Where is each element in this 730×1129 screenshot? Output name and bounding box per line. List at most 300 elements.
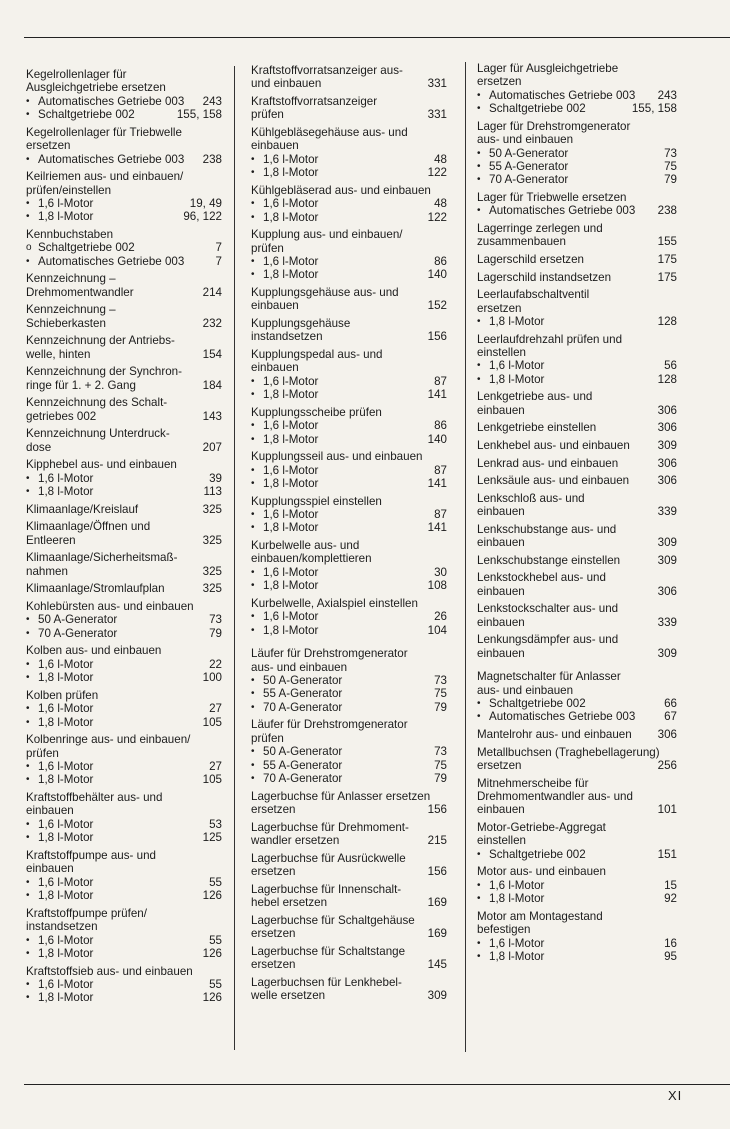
sub-entry-page-ref: 243 xyxy=(657,88,677,102)
sub-entry-text: 1,8 l-Motor xyxy=(489,315,545,329)
entry-heading-line xyxy=(26,534,222,547)
entry-page-ref: 207 xyxy=(202,440,222,454)
entry-page-ref: 325 xyxy=(202,564,222,578)
entry-heading-line xyxy=(251,927,447,940)
entry-heading-line: Ausgleichgetriebe ersetzen xyxy=(26,81,166,95)
sub-entry xyxy=(251,566,447,579)
sub-entry-page-ref: 48 xyxy=(434,152,447,166)
index-entry xyxy=(251,883,447,910)
sub-entry xyxy=(26,658,222,671)
index-entry xyxy=(26,849,222,903)
entry-heading-line: Läufer für Drehstromgenerator xyxy=(251,647,408,661)
bullet-icon: • xyxy=(251,211,255,223)
entry-page-ref: 309 xyxy=(657,439,677,453)
entry-page-ref: 169 xyxy=(427,926,447,940)
entry-heading-line: Kühlgebläserad aus- und einbauen xyxy=(251,183,431,197)
entry-heading-line: Kraftstoffvorratsanzeiger aus- xyxy=(251,64,403,77)
entry-heading-line: Kennzeichnung Unterdruck- xyxy=(26,427,170,441)
sub-entry-text: 1,8 l-Motor xyxy=(489,892,545,906)
sub-entry-text: 50 A-Generator xyxy=(263,745,343,759)
sub-entry-text: 1,6 l-Motor xyxy=(38,702,94,716)
bullet-icon: • xyxy=(477,161,481,173)
entry-page-ref: 325 xyxy=(202,582,222,596)
bullet-icon: • xyxy=(251,153,255,165)
sub-entry-page-ref: 96, 122 xyxy=(183,210,222,224)
entry-heading-line: ersetzen xyxy=(477,75,522,89)
sub-entry-text: 1,6 l-Motor xyxy=(38,977,94,991)
sub-entry-text: Schaltgetriebe 002 xyxy=(489,847,586,861)
sub-entry-text: 70 A-Generator xyxy=(263,771,343,785)
bullet-icon: • xyxy=(251,478,255,490)
entry-heading-line xyxy=(477,271,677,284)
sub-entry xyxy=(251,745,447,758)
sub-entry-page-ref: 141 xyxy=(427,521,447,535)
bullet-icon: • xyxy=(26,658,30,670)
sub-entry xyxy=(477,892,677,905)
entry-heading-line: aus- und einbauen xyxy=(477,133,574,147)
bullet-icon: o xyxy=(26,242,32,254)
sub-entry-text: 1,8 l-Motor xyxy=(489,372,545,386)
entry-heading-line xyxy=(26,286,222,299)
sub-entry-page-ref: 30 xyxy=(434,565,447,579)
sub-entry-text: 1,8 l-Motor xyxy=(263,388,319,402)
entry-heading-line xyxy=(26,565,222,578)
bullet-icon: • xyxy=(26,703,30,715)
sub-entry xyxy=(477,710,677,723)
index-entry xyxy=(26,303,222,330)
sub-entry-page-ref: 122 xyxy=(427,166,447,180)
sub-entry xyxy=(477,697,677,710)
sub-entry-text: 1,6 l-Motor xyxy=(489,878,545,892)
entry-heading-line xyxy=(251,299,447,312)
index-entry xyxy=(26,228,222,268)
sub-entry-text: Schaltgetriebe 002 xyxy=(489,102,586,116)
entry-page-ref: 306 xyxy=(657,584,677,598)
sub-entry-text: Automatisches Getriebe 003 xyxy=(489,710,636,724)
bullet-icon: • xyxy=(477,316,481,328)
sub-entry-text: 1,6 l-Motor xyxy=(489,936,545,950)
sub-entry-text: 1,6 l-Motor xyxy=(263,508,319,522)
entry-heading-line: Keilriemen aus- und einbauen/ xyxy=(26,170,184,184)
sub-entry-text: 1,8 l-Motor xyxy=(489,950,545,964)
entry-heading-line: Leerlaufabschaltventil xyxy=(477,288,590,302)
entry-heading-text: welle, hinten xyxy=(26,347,91,361)
sub-entry xyxy=(251,464,447,477)
sub-entry-text: Automatisches Getriebe 003 xyxy=(489,88,636,102)
sub-entry-text: 1,8 l-Motor xyxy=(38,991,94,1005)
entry-heading-line: Kurbelwelle aus- und xyxy=(251,539,360,553)
sub-entry-text: 1,8 l-Motor xyxy=(38,831,94,845)
sub-entry-page-ref: 75 xyxy=(434,687,447,701)
index-entry xyxy=(251,790,447,817)
sub-entry-text: 1,6 l-Motor xyxy=(263,565,319,579)
sub-entry-text: 1,8 l-Motor xyxy=(38,889,94,903)
index-entry xyxy=(26,965,222,1005)
sub-entry-text: 1,8 l-Motor xyxy=(263,521,319,535)
sub-entry xyxy=(251,687,447,700)
sub-entry-text: 1,6 l-Motor xyxy=(38,933,94,947)
entry-heading-line: Kühlgebläsegehäuse aus- und xyxy=(251,126,408,139)
sub-entry-page-ref: 56 xyxy=(664,359,677,373)
entry-heading-line: Kolbenringe aus- und einbauen/ xyxy=(26,733,191,747)
entry-heading-text: wandler ersetzen xyxy=(251,833,340,847)
bullet-icon: • xyxy=(26,472,30,484)
entry-page-ref: 215 xyxy=(427,833,447,847)
sub-entry-text: 1,6 l-Motor xyxy=(263,374,319,388)
index-entry xyxy=(26,907,222,961)
bullet-icon: • xyxy=(26,716,30,728)
entry-heading-line: Kupplungsseil aus- und einbauen xyxy=(251,450,423,464)
sub-entry-page-ref: 125 xyxy=(202,831,222,845)
entry-heading-line xyxy=(26,379,222,392)
entry-heading-line: Mitnehmerscheibe für xyxy=(477,776,589,790)
entry-heading-line: Lagerbuchse für Drehmoment- xyxy=(251,820,409,834)
entry-heading-line: aus- und einbauen xyxy=(477,683,574,697)
bullet-icon: • xyxy=(26,774,30,786)
entry-page-ref: 175 xyxy=(657,253,677,267)
sub-entry-text: 55 A-Generator xyxy=(489,160,569,174)
sub-entry-text: 70 A-Generator xyxy=(38,626,118,640)
index-entry xyxy=(251,539,447,593)
entry-page-ref: 156 xyxy=(427,802,447,816)
sub-entry-page-ref: 73 xyxy=(209,613,222,627)
entry-heading-line xyxy=(477,616,677,629)
sub-entry xyxy=(26,153,222,166)
entry-heading-text: Schieberkasten xyxy=(26,316,106,330)
index-entry xyxy=(251,597,447,637)
sub-entry xyxy=(26,472,222,485)
bullet-icon: • xyxy=(251,375,255,387)
sub-entry-page-ref: 238 xyxy=(657,204,677,218)
sub-entry-text: 1,6 l-Motor xyxy=(263,197,319,211)
entry-page-ref: 143 xyxy=(202,409,222,423)
bullet-icon: • xyxy=(477,893,481,905)
index-entry xyxy=(26,458,222,498)
sub-entry xyxy=(251,153,447,166)
sub-entry xyxy=(477,147,677,160)
bullet-icon: • xyxy=(26,109,30,121)
sub-entry-page-ref: 39 xyxy=(209,471,222,485)
entry-heading-line: Kurbelwelle, Axialspiel einstellen xyxy=(251,596,418,610)
sub-entry-text: Schaltgetriebe 002 xyxy=(489,697,586,711)
sub-entry xyxy=(251,759,447,772)
sub-entry-page-ref: 55 xyxy=(209,933,222,947)
index-entry xyxy=(477,777,677,817)
sub-entry xyxy=(477,204,677,217)
bullet-icon: • xyxy=(26,934,30,946)
entry-heading-text: ersetzen xyxy=(251,864,296,878)
bullet-icon: • xyxy=(26,876,30,888)
sub-entry xyxy=(26,197,222,210)
index-entry xyxy=(26,791,222,845)
sub-entry-page-ref: 79 xyxy=(434,700,447,714)
index-entry xyxy=(477,62,677,116)
bullet-icon: • xyxy=(26,832,30,844)
entry-heading-text: Lenkgetriebe einstellen xyxy=(477,421,597,435)
index-entry xyxy=(251,718,447,785)
index-entry xyxy=(251,821,447,848)
entry-page-ref: 306 xyxy=(657,456,677,470)
bullet-icon: • xyxy=(477,205,481,217)
entry-heading-text: Entleeren xyxy=(26,533,76,547)
sub-entry xyxy=(251,268,447,281)
entry-heading-line xyxy=(477,235,677,248)
sub-entry-page-ref: 126 xyxy=(202,889,222,903)
sub-entry xyxy=(26,627,222,640)
bullet-icon: • xyxy=(251,624,255,636)
entry-page-ref: 232 xyxy=(202,316,222,330)
entry-heading-line xyxy=(477,439,677,452)
sub-entry xyxy=(26,255,222,268)
sub-entry-page-ref: 105 xyxy=(202,773,222,787)
entry-heading-line xyxy=(477,728,677,741)
bullet-icon: • xyxy=(26,95,30,107)
index-entry xyxy=(477,457,677,470)
sub-entry-text: Schaltgetriebe 002 xyxy=(38,241,135,255)
entry-heading-line xyxy=(477,421,677,434)
sub-entry-text: Automatisches Getriebe 003 xyxy=(38,94,185,108)
sub-entry-text: Automatisches Getriebe 003 xyxy=(489,204,636,218)
index-column-1 xyxy=(26,68,222,1009)
entry-heading-line xyxy=(477,253,677,266)
entry-page-ref: 156 xyxy=(427,864,447,878)
bullet-icon: • xyxy=(251,433,255,445)
sub-entry-text: 1,6 l-Motor xyxy=(263,255,319,269)
sub-entry xyxy=(26,671,222,684)
bullet-icon: • xyxy=(251,566,255,578)
entry-heading-line xyxy=(477,457,677,470)
bullet-icon: • xyxy=(251,772,255,784)
sub-entry xyxy=(26,716,222,729)
entry-heading-text: ersetzen xyxy=(251,957,296,971)
entry-heading-line: einstellen xyxy=(477,346,526,360)
entry-page-ref: 184 xyxy=(202,378,222,392)
sub-entry xyxy=(26,241,222,254)
entry-heading-line: Motor-Getriebe-Aggregat xyxy=(477,821,606,835)
entry-heading-line: einbauen xyxy=(251,139,299,153)
entry-heading-line xyxy=(477,404,677,417)
sub-entry xyxy=(26,818,222,831)
index-entry xyxy=(26,272,222,299)
entry-heading-line: Kohlebürsten aus- und einbauen xyxy=(26,600,194,614)
entry-heading-line xyxy=(251,865,447,878)
sub-entry xyxy=(26,978,222,991)
bullet-icon: • xyxy=(26,818,30,830)
sub-entry-page-ref: 79 xyxy=(664,173,677,187)
entry-heading-line: Kipphebel aus- und einbauen xyxy=(26,458,177,472)
entry-heading-line: einbauen/komplettieren xyxy=(251,552,372,566)
entry-heading-line: Lenkschubstange aus- und xyxy=(477,522,617,536)
sub-entry xyxy=(26,95,222,108)
entry-heading-line: ersetzen xyxy=(26,139,71,153)
sub-entry-text: 1,8 l-Motor xyxy=(263,477,319,491)
entry-page-ref: 306 xyxy=(657,728,677,742)
footer-rule xyxy=(24,1084,730,1085)
sub-entry-page-ref: 100 xyxy=(202,671,222,685)
entry-page-ref: 306 xyxy=(657,403,677,417)
sub-entry xyxy=(26,889,222,902)
sub-entry-page-ref: 86 xyxy=(434,255,447,269)
entry-page-ref: 256 xyxy=(657,759,677,773)
entry-heading-line: Kupplungsscheibe prüfen xyxy=(251,405,382,419)
sub-entry-page-ref: 113 xyxy=(203,485,222,499)
entry-heading-line: Kupplungsgehäuse xyxy=(251,317,351,331)
sub-entry-text: 1,6 l-Motor xyxy=(489,359,545,373)
sub-entry xyxy=(26,934,222,947)
sub-entry-page-ref: 55 xyxy=(209,875,222,889)
entry-heading-text: einbauen xyxy=(477,536,525,550)
entry-heading-text: Lenkhebel aus- und einbauen xyxy=(477,439,630,453)
bullet-icon: • xyxy=(251,759,255,771)
entry-heading-line: Kraftstoffpumpe aus- und xyxy=(26,848,156,862)
sub-entry xyxy=(251,197,447,210)
entry-heading-line: Lenkungsdämpfer aus- und xyxy=(477,633,619,647)
index-entry xyxy=(477,390,677,417)
entry-page-ref: 339 xyxy=(657,615,677,629)
entry-heading-line: Drehmomentwandler aus- und xyxy=(477,790,633,804)
entry-heading-text: Lenksäule aus- und einbauen xyxy=(477,474,630,488)
sub-entry-page-ref: 73 xyxy=(434,673,447,687)
index-entry xyxy=(26,644,222,684)
entry-heading-line: Kolben aus- und einbauen xyxy=(26,644,162,658)
entry-heading-line: Lagerbuchsen für Lenkhebel- xyxy=(251,975,402,989)
sub-entry-text: 1,8 l-Motor xyxy=(263,623,319,637)
entry-heading-line xyxy=(477,585,677,598)
bullet-icon: • xyxy=(477,147,481,159)
entry-heading-line: Kennzeichnung der Synchron- xyxy=(26,365,182,379)
sub-entry xyxy=(251,433,447,446)
bullet-icon: • xyxy=(251,509,255,521)
entry-heading-line: Kupplungsspiel einstellen xyxy=(251,494,382,508)
sub-entry-page-ref: 53 xyxy=(209,817,222,831)
sub-entry-text: 1,8 l-Motor xyxy=(38,773,94,787)
index-entry xyxy=(26,334,222,361)
bullet-icon: • xyxy=(251,746,255,758)
entry-page-ref: 331 xyxy=(427,77,447,91)
entry-heading-line: Lenkstockhebel aus- und xyxy=(477,571,606,585)
sub-entry-page-ref: 140 xyxy=(427,432,447,446)
bullet-icon: • xyxy=(26,947,30,959)
bullet-icon: • xyxy=(26,627,30,639)
sub-entry-text: 1,8 l-Motor xyxy=(263,210,319,224)
index-entry xyxy=(477,120,677,187)
sub-entry-page-ref: 67 xyxy=(664,710,677,724)
entry-heading-line: Lagerbuchse für Innenschalt- xyxy=(251,882,402,896)
entry-heading-line: prüfen/einstellen xyxy=(26,183,112,197)
entry-heading-line: ersetzen xyxy=(477,301,522,315)
entry-heading-line xyxy=(477,803,677,816)
sub-entry xyxy=(251,255,447,268)
index-entry xyxy=(26,170,222,224)
entry-heading-line xyxy=(26,582,222,595)
sub-entry-page-ref: 73 xyxy=(434,745,447,759)
entry-page-ref: 101 xyxy=(657,803,677,817)
index-entry xyxy=(26,600,222,640)
sub-entry-text: Schaltgetriebe 002 xyxy=(38,108,135,122)
entry-heading-line: Kupplung aus- und einbauen/ xyxy=(251,228,403,242)
entry-heading-line: Lagerbuchse für Schaltstange xyxy=(251,944,406,958)
index-entry xyxy=(251,286,447,313)
entry-heading-line: Klimaanlage/Öffnen und xyxy=(26,520,151,534)
entry-heading-line: einstellen xyxy=(477,834,526,848)
bullet-icon: • xyxy=(251,701,255,713)
entry-heading-line: Lenkgetriebe aus- und xyxy=(477,390,593,404)
index-entry xyxy=(251,64,447,91)
entry-heading-text: Klimaanlage/Stromlaufplan xyxy=(26,582,165,596)
sub-entry-page-ref: 48 xyxy=(434,197,447,211)
sub-entry xyxy=(251,166,447,179)
sub-entry-page-ref: 108 xyxy=(427,579,447,593)
sub-entry-page-ref: 79 xyxy=(209,626,222,640)
sub-entry-text: 1,6 l-Motor xyxy=(38,875,94,889)
entry-heading-line: einbauen xyxy=(26,862,74,876)
entry-heading-line xyxy=(251,108,447,121)
index-column-3 xyxy=(477,62,677,968)
entry-heading-text: einbauen xyxy=(477,403,525,417)
entry-heading-text: einbauen xyxy=(477,615,525,629)
entry-heading-text: ersetzen xyxy=(251,926,296,940)
entry-heading-line: Lagerbuchse für Anlasser ersetzen xyxy=(251,789,431,803)
entry-heading-text: welle ersetzen xyxy=(251,988,326,1002)
bullet-icon: • xyxy=(477,711,481,723)
index-entry xyxy=(477,333,677,387)
sub-entry xyxy=(477,173,677,186)
index-entry xyxy=(251,228,447,282)
sub-entry xyxy=(251,701,447,714)
entry-heading-text: einbauen xyxy=(477,505,525,519)
entry-heading-line: Kupplungsgehäuse aus- und xyxy=(251,286,399,300)
bullet-icon: • xyxy=(26,672,30,684)
bullet-icon: • xyxy=(251,688,255,700)
sub-entry-page-ref: 73 xyxy=(664,146,677,160)
entry-heading-line xyxy=(251,896,447,909)
index-entry xyxy=(26,427,222,454)
entry-heading-text: Drehmomentwandler xyxy=(26,285,134,299)
entry-heading-text: zusammenbauen xyxy=(477,235,566,249)
entry-heading-line xyxy=(26,317,222,330)
sub-entry xyxy=(477,879,677,892)
sub-entry-page-ref: 7 xyxy=(215,254,222,268)
bullet-icon: • xyxy=(251,522,255,534)
index-entry xyxy=(477,554,677,567)
entry-heading-text: einbauen xyxy=(477,646,525,660)
sub-entry xyxy=(26,108,222,121)
bullet-icon: • xyxy=(477,951,481,963)
sub-entry-page-ref: 16 xyxy=(664,936,677,950)
entry-heading-line: Kolben prüfen xyxy=(26,688,99,702)
sub-entry-page-ref: 15 xyxy=(664,878,677,892)
index-entry xyxy=(251,317,447,344)
entry-heading-line xyxy=(477,759,677,772)
bullet-icon: • xyxy=(477,174,481,186)
entry-page-ref: 306 xyxy=(657,421,677,435)
index-entry xyxy=(477,746,677,773)
index-entry xyxy=(26,582,222,595)
index-entry xyxy=(477,633,677,660)
index-column-2 xyxy=(251,64,447,1007)
sub-entry-page-ref: 105 xyxy=(202,715,222,729)
bullet-icon: • xyxy=(26,614,30,626)
entry-heading-line: Kegelrollenlager für Triebwelle xyxy=(26,125,182,139)
entry-heading-text: prüfen xyxy=(251,108,284,122)
sub-entry-page-ref: 19, 49 xyxy=(189,197,222,211)
index-entry xyxy=(477,571,677,598)
entry-page-ref: 169 xyxy=(427,895,447,909)
entry-page-ref: 175 xyxy=(657,270,677,284)
bullet-icon: • xyxy=(477,879,481,891)
index-entry xyxy=(26,551,222,578)
sub-entry xyxy=(477,937,677,950)
